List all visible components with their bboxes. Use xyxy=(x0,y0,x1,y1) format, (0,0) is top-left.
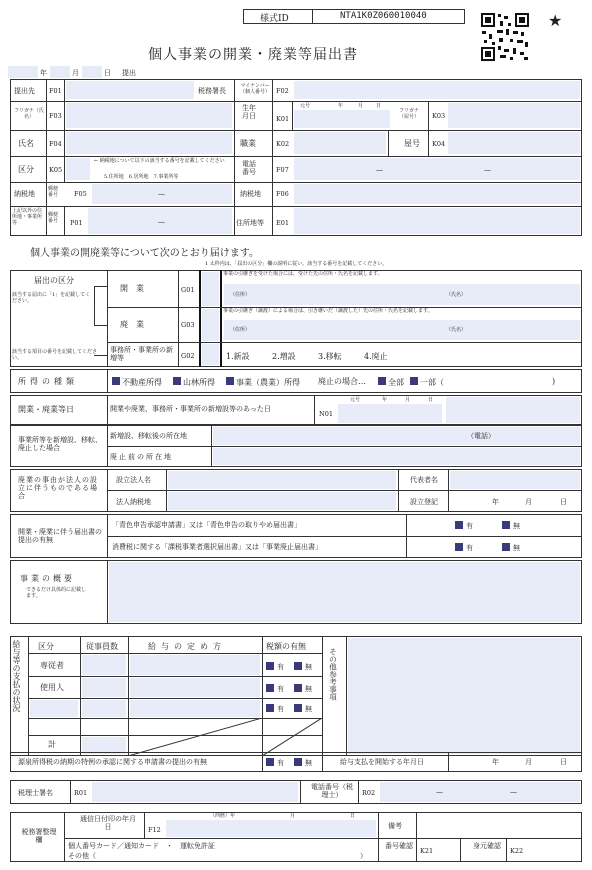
kaigyo-successor-field[interactable] xyxy=(224,284,580,305)
todokedesho-row1: 「青色申告承認申請書」又は「青色申告の取りやめ届出書」 xyxy=(112,521,301,529)
g01-code: G01 xyxy=(181,286,195,294)
f02-code: F02 xyxy=(276,87,289,95)
hojin-name-field[interactable] xyxy=(168,471,396,489)
setsuritsu-label: 設立登記 xyxy=(410,498,438,506)
kei-strike-line xyxy=(128,718,262,756)
checkbox-senjusha-no[interactable] xyxy=(294,662,302,670)
gaiyo-sub: できるだけ具体的に記載します。 xyxy=(26,587,87,599)
kaigyo-date-field[interactable] xyxy=(338,404,442,423)
date-month-field xyxy=(50,66,70,78)
extra-kubun-field[interactable] xyxy=(30,700,78,717)
f12-code: F12 xyxy=(148,826,161,834)
office-m: 月 xyxy=(290,813,296,819)
office-label: 税務署整理欄 xyxy=(21,828,57,845)
birth-label: 生年月日 xyxy=(242,104,256,121)
kubun-label: 区分 xyxy=(18,165,34,174)
zip-dash-1: — xyxy=(158,190,165,198)
kaigyo-note: 事業の引継ぎを受けた場合には、受けた先の住所・氏名を記載します。 xyxy=(223,271,383,277)
checkbox-zenbu[interactable] xyxy=(378,377,386,385)
kaigyo-date-desc: 開業や廃業、事務所・事業所の新増設等のあった日 xyxy=(110,405,271,413)
f04-code: F04 xyxy=(49,140,62,148)
checkbox-shiyonin-yes[interactable] xyxy=(266,684,274,692)
date-month-label: 月 xyxy=(72,69,79,77)
section-title: 個人事業の開廃業等について次のとおり届けます。 xyxy=(30,248,259,259)
other-address-field[interactable] xyxy=(294,208,580,234)
g02-code: G02 xyxy=(181,352,195,360)
new-location-field[interactable] xyxy=(213,427,580,445)
furigana-field[interactable] xyxy=(66,103,232,128)
aoiro-no-label: 無 xyxy=(513,522,520,530)
kubun-options: 5.住所地 6.居所地 7.事業所等 xyxy=(104,174,179,180)
nozeichi-label-2: 納税地 xyxy=(240,190,261,198)
checkbox-sanrin[interactable] xyxy=(173,377,181,385)
jigyosho-change-label: 事業所等を新増設、移転、廃止した場合 xyxy=(18,436,102,453)
birthdate-field[interactable] xyxy=(294,110,390,128)
g03-code: G03 xyxy=(181,321,195,329)
f07-code: F07 xyxy=(276,166,289,174)
shohizei-no-label: 無 xyxy=(513,544,520,552)
setsuritsu-y: 年 xyxy=(492,498,499,506)
kaigyo-jusho: （住所） xyxy=(230,292,251,298)
option-haishi: 4.廃止 xyxy=(364,352,388,361)
yago-furigana-label: フリガナ（屋号） xyxy=(398,108,419,120)
p01-code: P01 xyxy=(70,219,83,227)
nozeichi-address-field[interactable] xyxy=(294,184,580,204)
haigyo-jusho: （住所） xyxy=(230,327,251,333)
yubin-label-2: 郵便番号 xyxy=(48,212,59,224)
kyuyo-col-sadame: 給与の定め方 xyxy=(148,642,226,651)
tel-dash-1: — xyxy=(376,166,383,174)
option-zosetsu: 2.増設 xyxy=(272,352,296,361)
e01-code: E01 xyxy=(276,219,290,227)
haigyo-field[interactable] xyxy=(202,309,219,341)
senjusha-yes: 有 xyxy=(277,663,284,671)
shohizei-yes-label: 有 xyxy=(466,544,473,552)
f05-code: F05 xyxy=(74,190,87,198)
shiyonin-count-field[interactable] xyxy=(82,678,126,697)
name-label: 氏名 xyxy=(18,139,34,148)
star-mark: ★ xyxy=(548,11,563,30)
yago-field[interactable] xyxy=(448,132,580,154)
tsushin-date-field xyxy=(166,820,376,837)
zeimusho-label: 税務署長 xyxy=(198,87,226,95)
gensen-no: 無 xyxy=(305,759,312,767)
shotoku-fudosan: 不動産所得 xyxy=(122,378,162,387)
haishi-label: 廃止の場合… xyxy=(318,377,366,386)
bango-label: 番号確認 xyxy=(385,842,413,850)
zeirishi-label: 税理士署名 xyxy=(18,789,53,797)
setsuritsu-m: 月 xyxy=(525,498,532,506)
kaigyo-m: 月 xyxy=(405,397,411,403)
mimoto-label: 身元確認 xyxy=(473,842,501,850)
date-day-field xyxy=(82,66,102,78)
k21-code: K21 xyxy=(420,847,434,855)
hojin-name-label: 設立法人名 xyxy=(116,476,151,484)
k01-code: K01 xyxy=(276,115,290,123)
kyuyo-row-kei: 計 xyxy=(48,740,56,749)
kyuyo-col-zeigaku: 税額の有無 xyxy=(266,642,306,651)
hojin-nozeichi-field[interactable] xyxy=(168,492,396,510)
date-year-label: 年 xyxy=(40,69,47,77)
todoke-kubun-label: 届出の区分 xyxy=(34,276,74,285)
occupation-field[interactable] xyxy=(294,132,386,154)
option-iten: 3.移転 xyxy=(318,352,342,361)
kyuyo-col-kubun: 区分 xyxy=(38,642,54,651)
f03-code: F03 xyxy=(49,112,62,120)
qr-code-icon xyxy=(480,12,530,62)
zeirishi-tel-label: 電話番号（税理士） xyxy=(311,783,353,800)
kyuyo-row-shiyonin: 使用人 xyxy=(40,683,64,692)
zeirishi-dash-1: — xyxy=(436,788,443,796)
gaiyo-field[interactable] xyxy=(109,562,580,622)
checkbox-aoiro-yes[interactable] xyxy=(455,521,463,529)
checkbox-extra-yes[interactable] xyxy=(266,704,274,712)
extra-no: 無 xyxy=(305,705,312,713)
k04-code: K04 xyxy=(432,140,446,148)
r01-code: R01 xyxy=(74,789,88,797)
kaigyo-field[interactable] xyxy=(202,272,219,306)
jigyosho-label: 事務所・事業所の新増等 xyxy=(110,346,173,363)
form-id: NTA1K0Z060010040 xyxy=(340,11,427,21)
shotoku-sanrin: 山林所得 xyxy=(183,378,215,387)
tax-office-field[interactable] xyxy=(66,81,194,99)
form-id-box xyxy=(243,9,465,24)
date-day-label: 日 xyxy=(104,69,111,77)
gensen-label: 源泉所得税の納期の特例の承認に関する申請書の提出の有無 xyxy=(18,758,207,766)
card-label: 個人番号カード／通知カード ・ 運転免許証 xyxy=(68,842,215,850)
kyuyo-start-label: 給与支払を開始する年月日 xyxy=(340,758,424,766)
f01-code: F01 xyxy=(49,87,62,95)
seireki-label: （西暦）年 xyxy=(210,813,236,819)
checkbox-senjusha-yes[interactable] xyxy=(266,662,274,670)
form-id-label: 様式ID xyxy=(260,14,289,24)
old-location-label: 廃止前の所在地 xyxy=(110,453,173,461)
senjusha-no: 無 xyxy=(305,663,312,671)
bikou-label: 備考 xyxy=(388,822,402,830)
birth-day-label: 日 xyxy=(376,103,382,109)
sonota-other-label: その他（ xyxy=(68,852,96,860)
other-addr-label: 上記以外の住所地・事業所等 xyxy=(12,208,43,226)
tsushin-label: 通信日付印の年月日 xyxy=(80,815,136,832)
zeirishi-tel-field[interactable] xyxy=(380,782,580,802)
teishutsusaki-label: 提出先 xyxy=(14,87,35,95)
kyuyo-col-jugyoin: 従事員数 xyxy=(86,642,118,651)
kyuyo-start-y: 年 xyxy=(492,758,499,766)
mynumber-label: マイナンバー（個人番号） xyxy=(239,83,270,95)
k22-code: K22 xyxy=(510,847,524,855)
daihyo-label: 代表者名 xyxy=(410,476,438,484)
shokugyo-label: 職業 xyxy=(240,139,256,148)
sonota-close: ） xyxy=(360,852,367,860)
checkbox-shohizei-no[interactable] xyxy=(502,543,510,551)
checkbox-extra-no[interactable] xyxy=(294,704,302,712)
yago-label: 屋号 xyxy=(404,139,420,148)
new-location-tel: （電話） xyxy=(467,432,495,440)
r02-code: R02 xyxy=(362,789,376,797)
senjusha-sadame-field[interactable] xyxy=(130,655,260,675)
hojin-label: 廃業の事由が法人の設立に伴うものである場合 xyxy=(18,476,98,501)
shiyonin-sadame-field[interactable] xyxy=(130,678,260,697)
shiyonin-yes: 有 xyxy=(277,685,284,693)
zenbu-label: 全部 xyxy=(388,378,404,387)
daihyo-field[interactable] xyxy=(450,471,580,489)
date-year-field xyxy=(8,66,38,78)
zeirishi-name-field[interactable] xyxy=(92,782,298,802)
kubun-note: ← 納税地について以下の該当する番号を記載してください xyxy=(94,158,225,164)
todoke-note-top: 1 太枠内は、「届出の区分」欄の説明に従い、該当する番号を記載してください。 xyxy=(205,261,388,267)
zeirishi-dash-2: — xyxy=(510,788,517,796)
old-location-field[interactable] xyxy=(213,448,580,465)
shotoku-jigyo: 事業（農業）所得 xyxy=(236,378,300,387)
extra-sadame-field[interactable] xyxy=(130,700,260,717)
k05-code: K05 xyxy=(49,166,63,174)
birth-month-label: 月 xyxy=(358,103,364,109)
k02-code: K02 xyxy=(276,140,290,148)
extra-count-field[interactable] xyxy=(82,700,126,717)
senjusha-count-field[interactable] xyxy=(82,655,126,675)
ichibu-label: 一部（ xyxy=(420,378,444,387)
checkbox-gensen-yes[interactable] xyxy=(266,758,274,766)
haigyo-note: 事業の引継ぎ（譲渡）による場合は、引き継いだ（譲渡した）先の住所・氏名を記載します。 xyxy=(223,308,433,314)
jusho-label: 住所地等 xyxy=(236,219,264,227)
tel-dash-2: — xyxy=(484,166,491,174)
checkbox-shohizei-yes[interactable] xyxy=(455,543,463,551)
haigyo-successor-field[interactable] xyxy=(224,320,580,340)
kaigyo-date-label: 開業・廃業等日 xyxy=(18,405,74,414)
zip-dash-2: — xyxy=(158,218,165,226)
kei-strike-line-2 xyxy=(262,718,322,756)
birth-year-label: 年 xyxy=(338,103,344,109)
kyuyo-start-m: 月 xyxy=(525,758,532,766)
kyuyo-row-senjusha: 専従者 xyxy=(40,661,64,670)
option-shinsetsu: 1.新設 xyxy=(226,352,250,361)
checkbox-fudosan[interactable] xyxy=(112,377,120,385)
jigyosho-field[interactable] xyxy=(202,344,219,365)
checkbox-aoiro-no[interactable] xyxy=(502,521,510,529)
shiyonin-no: 無 xyxy=(305,685,312,693)
hojin-nozeichi-label: 法人納税地 xyxy=(116,498,151,506)
era-label: 元号 xyxy=(300,103,311,109)
kaigyo-date-extra xyxy=(446,397,580,423)
k03-code: K03 xyxy=(432,112,446,120)
checkbox-shiyonin-no[interactable] xyxy=(294,684,302,692)
todokedesho-label: 開業・廃業に伴う届出書の提出の有無 xyxy=(18,528,102,545)
mynumber-field[interactable] xyxy=(294,81,580,99)
tel-label: 電話番号 xyxy=(242,160,256,177)
haigyo-shimei: （氏名） xyxy=(446,327,467,333)
jigyosho-note: 該当する項目の番号を記載してください。 xyxy=(12,349,98,361)
yago-furigana-field[interactable] xyxy=(448,103,580,128)
new-location-label: 新増設、移転後の所在地 xyxy=(110,432,187,440)
haigyo-label: 廃 業 xyxy=(120,320,144,329)
kubun-field[interactable] xyxy=(66,158,90,180)
n01-code: N01 xyxy=(319,410,333,418)
page-title: 個人事業の開業・廃業等届出書 xyxy=(148,47,358,63)
kaigyo-d: 日 xyxy=(428,397,434,403)
submit-label: 提出 xyxy=(122,69,136,77)
extra-yes: 有 xyxy=(277,705,284,713)
checkbox-ichibu[interactable] xyxy=(410,377,418,385)
shotoku-label: 所得の種類 xyxy=(18,377,78,386)
furigana-label: フリガナ（氏名） xyxy=(14,108,44,120)
tel-field[interactable] xyxy=(294,158,580,180)
gensen-yes: 有 xyxy=(277,759,284,767)
kaigyo-label: 開 業 xyxy=(120,284,144,293)
f06-code: F06 xyxy=(276,190,289,198)
kaigyo-y: 年 xyxy=(382,397,388,403)
checkbox-gensen-no[interactable] xyxy=(294,758,302,766)
gaiyo-label: 事業の概要 xyxy=(20,574,75,583)
aoiro-yes-label: 有 xyxy=(466,522,473,530)
nozeichi-label: 納税地 xyxy=(14,190,35,198)
checkbox-jigyo[interactable] xyxy=(226,377,234,385)
todokedesho-row2: 消費税に関する「課税事業者選択届出書」又は「事業廃止届出書」 xyxy=(112,543,322,551)
yubin-label-1: 郵便番号 xyxy=(48,186,59,198)
kyuyo-side-label: 給与等の支払の状況 xyxy=(12,640,21,712)
kaigyo-era: 元号 xyxy=(350,397,361,403)
sonota-label: その他参考事項 xyxy=(328,648,338,701)
setsuritsu-d: 日 xyxy=(560,498,567,506)
todoke-kubun-note: 該当する届出に「1」を記載してください。 xyxy=(12,292,91,304)
kyuyo-start-d: 日 xyxy=(560,758,567,766)
sonota-field[interactable] xyxy=(348,638,580,754)
name-field[interactable] xyxy=(66,132,232,154)
office-d: 日 xyxy=(350,813,356,819)
kaigyo-shimei: （氏名） xyxy=(446,292,467,298)
ichibu-close: ) xyxy=(552,377,556,386)
